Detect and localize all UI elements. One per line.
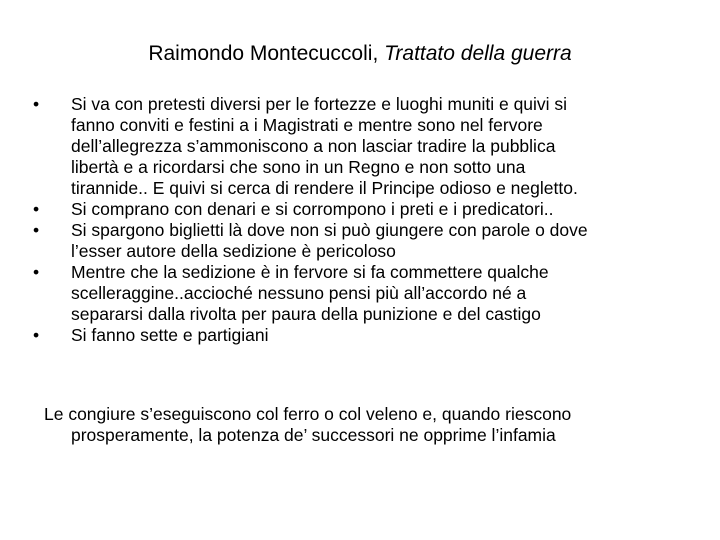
bullet-line: Si spargono biglietti là dove non si può giungere con parole o dove bbox=[71, 220, 588, 240]
closing-line: prosperamente, la potenza de’ successori ne opprime l’infamia bbox=[71, 425, 556, 445]
bullet-line: Si va con pretesti diversi per le fortezze e luoghi muniti e quivi si bbox=[71, 94, 568, 114]
bullet-line: fanno conviti e festini a i Magistrati e mentre sono nel fervore bbox=[71, 115, 543, 135]
bullet-line: Si fanno sette e partigiani bbox=[71, 325, 269, 345]
slide-title bbox=[0, 40, 720, 68]
bullet-line: Mentre che la sedizione è in fervore si fa commettere qualche bbox=[71, 262, 549, 282]
title-work: Trattato della guerra bbox=[384, 42, 572, 65]
bullet-line: tirannide.. E quivi si cerca di rendere il Principe odioso e negletto. bbox=[71, 178, 578, 198]
bullet-line: Si comprano con denari e si corrompono i preti e i predicatori.. bbox=[71, 199, 554, 219]
closing-line: Le congiure s’eseguiscono col ferro o col veleno e, quando riescono bbox=[44, 404, 572, 424]
bullet-item bbox=[33, 220, 683, 262]
bullet-item bbox=[33, 94, 683, 199]
bullet-glyph: • bbox=[33, 325, 40, 345]
bullet-item bbox=[33, 262, 683, 325]
bullet-glyph: • bbox=[33, 199, 40, 219]
bullet-line: scelleraggine..accioché nessuno pensi più all’accordo né a bbox=[71, 283, 527, 303]
bullet-glyph: • bbox=[33, 220, 40, 240]
bullet-item bbox=[33, 199, 683, 220]
bullet-item bbox=[33, 325, 683, 346]
title-author: Raimondo Montecuccoli, bbox=[148, 42, 379, 65]
bullet-line: separarsi dalla rivolta per paura della punizione e del castigo bbox=[71, 304, 541, 324]
bullet-glyph: • bbox=[33, 262, 40, 282]
bullet-line: libertà e a ricordarsi che sono in un Regno e non sotto una bbox=[71, 157, 526, 177]
closing-paragraph bbox=[44, 404, 694, 446]
bullet-list bbox=[33, 94, 683, 346]
bullet-glyph: • bbox=[33, 94, 40, 114]
bullet-line: l’esser autore della sedizione è pericoloso bbox=[71, 241, 396, 261]
bullet-line: dell’allegrezza s’ammoniscono a non lasciar tradire la pubblica bbox=[71, 136, 556, 156]
